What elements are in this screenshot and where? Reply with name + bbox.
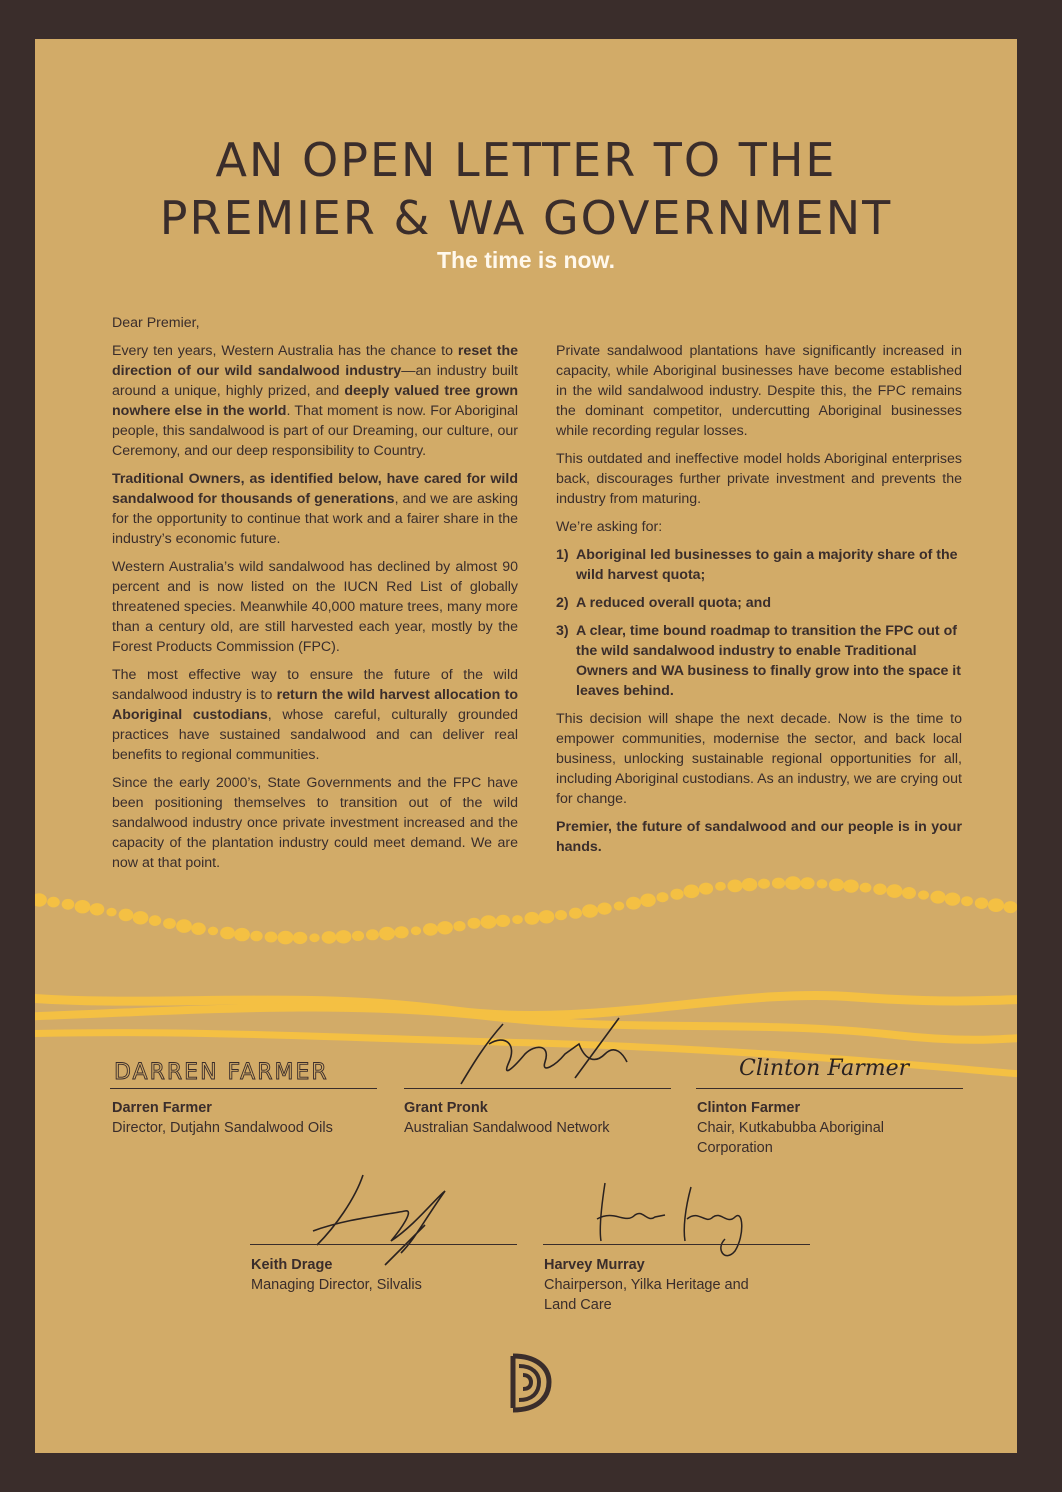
right-paragraph-1: Private sandalwood plantations have significantly increased in capacity, while Aboriginal businesses have become established in the wild sandalwood industry. Despite this, the FPC remains the dominant competitor, undercutting Aboriginal businesses while recording regular losses. (556, 343, 962, 439)
decorative-dot (640, 894, 656, 907)
left-paragraph-4: The most effective way to ensure the future of the wild sandalwood industry is to return the wild harvest allocation to Aboriginal custodians, whose careful, culturally grounded practices have sustained sandalwood and can deliver real benefits to regional communities. (112, 667, 518, 763)
decorative-dot (379, 927, 395, 941)
decorative-waves (35, 39, 1017, 1453)
left-paragraph-1: Every ten years, Western Australia has the chance to reset the direction of our wild sandalwood industry—an industry built around a unique, highly prized, and deeply valued tree grown nowhere else in the world. That moment is now. For Aboriginal people, this sandalwood is part of our Dreaming, our culture, our Ceremony, and our deep responsibility to Country. (112, 343, 519, 459)
svg-text:G.W. Pronk: G.W. Pronk (515, 1074, 521, 1075)
decorative-dot (684, 885, 700, 899)
decorative-dot (336, 930, 352, 943)
decorative-dot (555, 910, 567, 920)
decorative-dot (278, 931, 294, 945)
decorative-dot (843, 880, 859, 893)
decorative-dot (163, 918, 176, 929)
decorative-dot (220, 927, 235, 940)
signature-line (110, 1088, 377, 1089)
left-paragraph-2: Traditional Owners, as identified below, have cared for wild sandalwood for thousands of generations, and we are asking for the opportunity to continue that work and a fairer share in the industry’s economic future. (112, 471, 518, 547)
right-paragraph-3: We’re asking for: (556, 519, 663, 535)
decorative-dot (930, 891, 945, 904)
decorative-dot (975, 898, 988, 909)
decorative-dot (988, 898, 1004, 912)
decorative-dot (35, 893, 47, 906)
decorative-dot (902, 887, 916, 899)
decorative-dot (322, 931, 337, 944)
decorative-dot (758, 879, 770, 889)
right-paragraph-2: This outdated and ineffective model holds Aboriginal enterprises back, discourages further private investment and prevents the industry from maturing. (556, 451, 962, 507)
decorative-dot (90, 903, 105, 915)
decorative-dot (133, 911, 149, 924)
sandalwood-logo-icon (507, 1352, 553, 1414)
decorative-dot (539, 910, 555, 923)
decorative-dot (437, 921, 453, 934)
decorative-dot (394, 926, 408, 938)
decorative-dot (597, 903, 611, 915)
signature-clinton-farmer (735, 1047, 925, 1087)
decorative-dot (569, 908, 582, 919)
decorative-dot (512, 915, 523, 924)
decorative-dot (1004, 901, 1018, 913)
decorative-dot (411, 926, 421, 935)
signature-line (696, 1088, 963, 1089)
decorative-dot (352, 931, 364, 941)
signature-line (543, 1244, 810, 1245)
decorative-dot (742, 878, 758, 891)
decorative-dot (293, 932, 308, 944)
signatory-name: Harvey Murray (544, 1257, 645, 1273)
decorative-dot (423, 923, 438, 936)
decorative-dot (715, 882, 726, 891)
signatory-role: Corporation (697, 1140, 773, 1156)
decorative-dot (62, 899, 75, 910)
title-line-1: AN OPEN LETTER TO THE (215, 133, 837, 187)
decorative-dot (119, 909, 134, 922)
signatory-name: Grant Pronk (404, 1100, 488, 1116)
decorative-dot (961, 896, 973, 906)
decorative-dot (945, 893, 961, 906)
decorative-dot (860, 883, 872, 893)
title-line-2: PREMIER & WA GOVERNMENT (159, 191, 893, 245)
greeting: Dear Premier, (112, 315, 200, 331)
decorative-dot (582, 904, 598, 918)
right-paragraph-4: This decision will shape the next decade. Now is the time to empower communities, modernise the sector, and back local business, unlocking sustainable regional opportunities for all, including Aboriginal custodians. As an industry, we are crying out for change. (556, 711, 962, 807)
decorative-dot (309, 933, 319, 942)
decorative-dot (670, 889, 683, 900)
signatory-role: Chairperson, Yilka Heritage and (544, 1277, 749, 1293)
decorative-dot (873, 884, 886, 895)
signature-keith-drage (305, 1169, 455, 1269)
decorative-dot (817, 879, 828, 888)
decorative-dot (918, 890, 929, 899)
decorative-dot (772, 878, 785, 889)
decorative-dot (699, 883, 713, 895)
signatory-name: Darren Farmer (112, 1100, 212, 1116)
decorative-dot (657, 892, 669, 902)
decorative-dot (366, 929, 379, 940)
decorative-dot (829, 879, 844, 892)
signatory-name: Keith Drage (251, 1257, 333, 1273)
signatory-role: Director, Dutjahn Sandalwood Oils (112, 1120, 333, 1136)
decorative-dot (800, 877, 814, 889)
decorative-dot (785, 876, 801, 890)
decorative-dot (191, 923, 206, 935)
ask-item: 2) A reduced overall quota; and (556, 595, 771, 611)
decorative-dot (47, 897, 60, 908)
letter-panel (35, 39, 1017, 1453)
right-paragraph-5: Premier, the future of sandalwood and our people is in your hands. (556, 819, 962, 855)
decorative-dot (149, 915, 161, 926)
decorative-dot (453, 921, 465, 931)
signatory-name: Clinton Farmer (697, 1100, 801, 1116)
signature-darren-farmer (110, 1049, 380, 1091)
signature-grant-pronk (455, 1014, 645, 1094)
decorative-dot (727, 880, 742, 893)
signature-line (404, 1088, 671, 1089)
signatory-role: Chair, Kutkabubba Aboriginal (697, 1120, 885, 1136)
left-paragraph-5: Since the early 2000’s, State Governments and the FPC have been positioning themselves to transition out of the wild sandalwood industry once private investment increased and the capacity of the plantation industry could meet demand. We are now at that point. (112, 775, 518, 871)
svg-text:DARREN FARMER: DARREN FARMER (114, 1060, 329, 1085)
decorative-dot (496, 915, 510, 927)
signature-harvey-murray (595, 1179, 775, 1259)
signature-line (250, 1244, 517, 1245)
decorative-dot (75, 900, 91, 913)
decorative-dot (887, 884, 903, 898)
ask-item: 3) A clear, time bound roadmap to transition the FPC out of the wild sandalwood industry to enable Traditional Owners and WA business to finally grow into the space it leaves behind. (556, 623, 961, 699)
decorative-dot (481, 915, 497, 929)
left-paragraph-3: Western Australia’s wild sandalwood has declined by almost 90 percent and is now listed on the IUCN Red List of globally threatened species. Meanwhile 40,000 mature trees, many more than a century old, are still harvested each year, mostly by the Forest Products Commission (FPC). (112, 559, 518, 655)
ask-item: 1) Aboriginal led businesses to gain a majority share of the wild harvest quota; (556, 547, 958, 583)
decorative-dot (234, 928, 250, 941)
decorative-dot (106, 908, 116, 917)
decorative-dot (525, 912, 540, 925)
letter-subtitle: The time is now. (436, 247, 616, 273)
dot-trail (35, 876, 1017, 944)
decorative-dot (208, 927, 218, 936)
decorative-dot (614, 902, 625, 911)
signatory-role: Land Care (544, 1297, 612, 1313)
decorative-dot (468, 918, 481, 929)
signatory-role: Managing Director, Silvalis (251, 1277, 422, 1293)
svg-text:Clinton Farmer: Clinton Farmer (739, 1056, 910, 1081)
decorative-dot (265, 932, 278, 943)
signatory-role: Australian Sandalwood Network (404, 1120, 610, 1136)
decorative-dot (176, 919, 192, 933)
decorative-dot (250, 931, 262, 942)
decorative-dot (626, 897, 641, 910)
